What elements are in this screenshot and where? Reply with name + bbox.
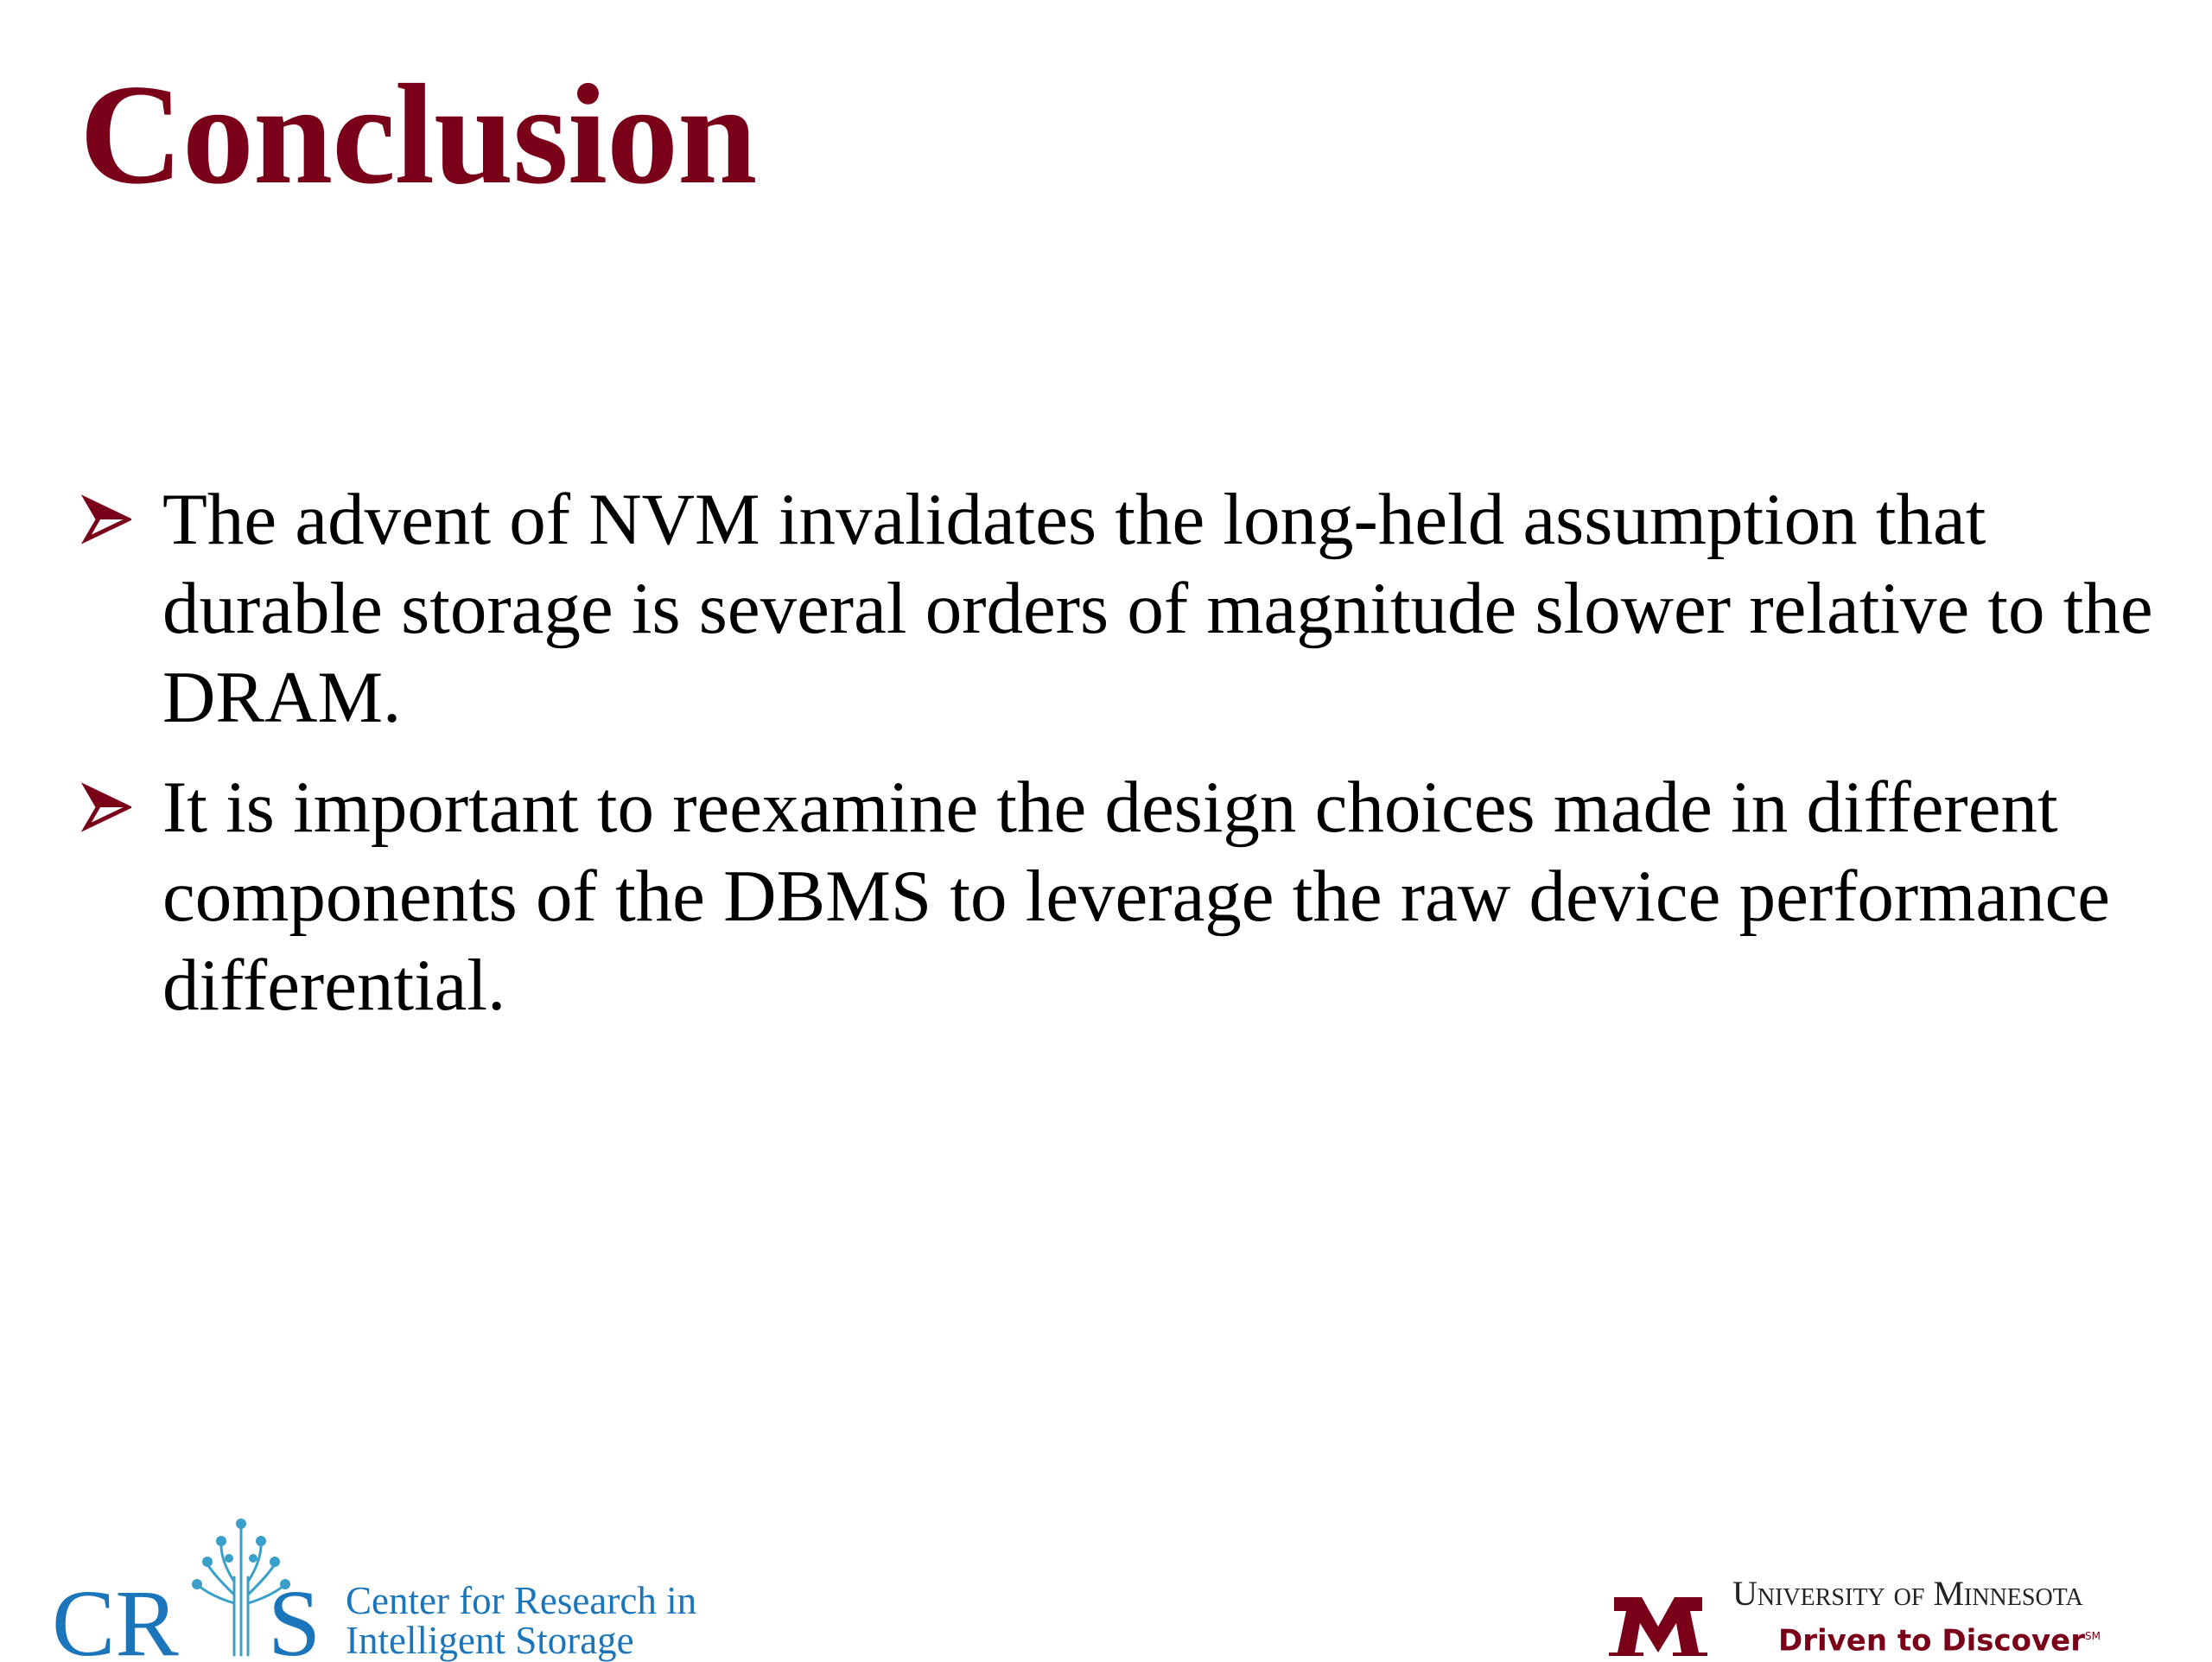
slide-title: Conclusion: [79, 54, 757, 213]
svg-text:CR: CR: [52, 1570, 179, 1659]
umn-branding: [1607, 1575, 2126, 1659]
umn-service-mark: SM: [2084, 1630, 2101, 1642]
cris-tagline: [346, 1581, 696, 1660]
cris-logo: [52, 1517, 337, 1659]
cris-branding: [52, 1517, 709, 1662]
bullet-text: It is important to reexamine the design choices made in different components of the DBMS to leverage the raw device performance differential.: [162, 767, 2111, 1026]
umn-tagline-text: Driven to Discover: [1778, 1623, 2085, 1659]
bullet-text: The advent of NVM invalidates the long-held assumption that durable storage is several orders of magnitude slower relative to the DRAM.: [162, 479, 2153, 738]
svg-text:S: S: [268, 1570, 321, 1659]
umn-block-m-logo: [1607, 1592, 1709, 1658]
arrow-bullet-icon: [81, 494, 131, 544]
umn-name: University of Minnesota: [1732, 1574, 2083, 1613]
cris-tagline-line2: Intelligent Storage: [346, 1619, 634, 1662]
bullet-item: [78, 763, 2169, 1030]
arrow-bullet-icon: [81, 782, 131, 832]
cris-tagline-line1: Center for Research in: [346, 1579, 697, 1622]
umn-tagline: [1778, 1618, 2101, 1659]
bullet-item: [78, 475, 2169, 742]
bullet-list: [78, 475, 2169, 1051]
